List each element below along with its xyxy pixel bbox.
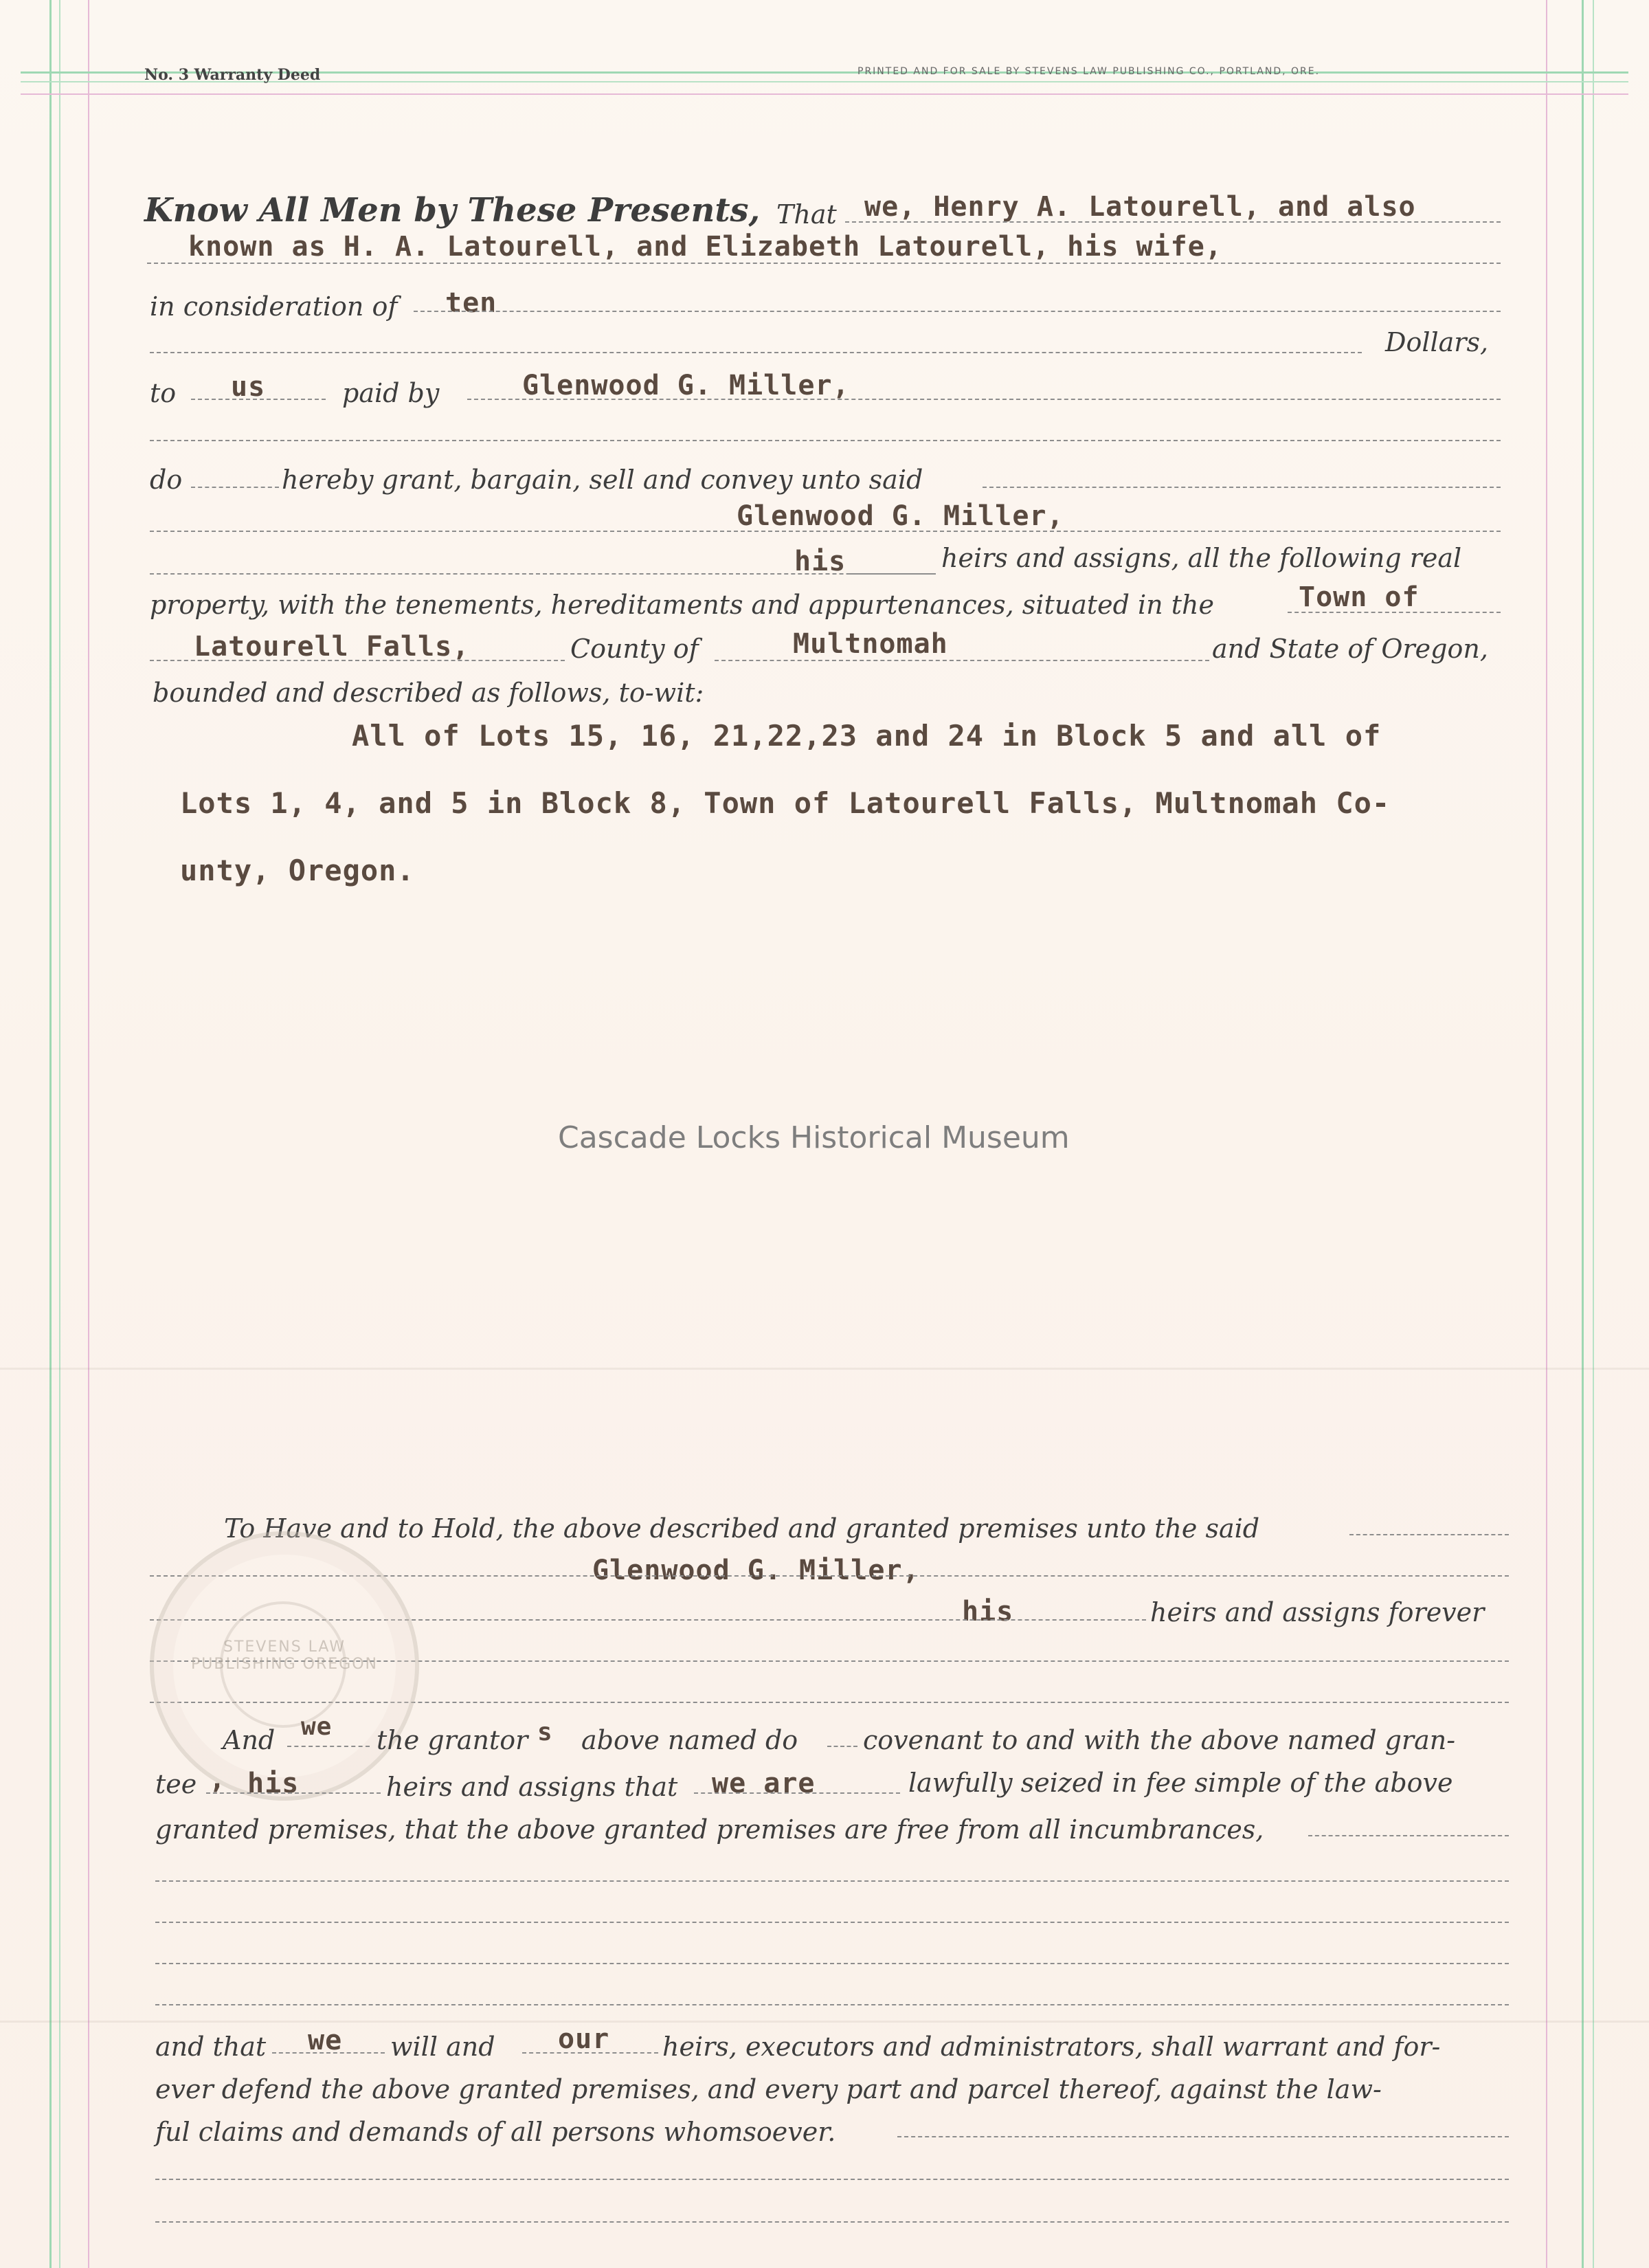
to-label: to bbox=[150, 378, 177, 408]
museum-watermark: Cascade Locks Historical Museum bbox=[558, 1120, 1070, 1155]
blank-line bbox=[522, 2052, 658, 2054]
consideration-value: ten bbox=[445, 287, 497, 319]
know-all-men-heading: Know All Men by These Presents, bbox=[144, 191, 761, 230]
warranty-line-2: ever defend the above granted premises, and every part and parcel thereof, against the law- bbox=[155, 2074, 1382, 2104]
warranty-heirs-text: heirs, executors and administrators, shall warrant and for- bbox=[662, 2032, 1441, 2062]
town-name-value: Latourell Falls, bbox=[194, 631, 470, 663]
blank-line bbox=[1288, 612, 1501, 613]
blank-line bbox=[150, 352, 1362, 353]
embossed-seal bbox=[150, 1531, 419, 1801]
property-text: property, with the tenements, hereditaments and appurtenances, situated in the bbox=[150, 590, 1214, 620]
covenant-lawfully-text: lawfully seized in fee simple of the above bbox=[908, 1768, 1453, 1798]
warranty-and-that: and that bbox=[155, 2032, 267, 2062]
do-label: do bbox=[150, 465, 183, 495]
warranty-we: we bbox=[308, 2025, 343, 2056]
habendum-text: To Have and to Hold, the above described and granted premises unto the said bbox=[224, 1513, 1260, 1544]
covenant-above-named: above named do bbox=[581, 1725, 798, 1755]
right-border-green-inner bbox=[1593, 0, 1594, 2268]
county-value: Multnomah bbox=[793, 628, 948, 660]
bounded-text: bounded and described as follows, to-wit: bbox=[153, 678, 704, 708]
blank-line bbox=[827, 1746, 857, 1747]
blank-line bbox=[715, 660, 1209, 661]
blank-line bbox=[849, 573, 936, 575]
left-border-pink bbox=[88, 0, 89, 2268]
form-name: No. 3 Warranty Deed bbox=[144, 66, 321, 84]
blank-line bbox=[845, 221, 1501, 223]
blank-line bbox=[694, 1792, 900, 1794]
blank-line bbox=[150, 440, 1501, 441]
warranty-our: our bbox=[558, 2023, 610, 2055]
left-border-green-inner bbox=[59, 0, 60, 2268]
blank-line bbox=[155, 1922, 1509, 1923]
habendum-his: his bbox=[962, 1596, 1014, 1627]
blank-line bbox=[272, 2052, 385, 2054]
town-value: Town of bbox=[1299, 581, 1420, 613]
right-border-pink bbox=[1546, 0, 1547, 2268]
blank-line bbox=[206, 1792, 381, 1794]
blank-line bbox=[155, 1880, 1509, 1882]
blank-line bbox=[155, 1963, 1509, 1964]
consideration-label: in consideration of bbox=[150, 291, 398, 322]
blank-line bbox=[191, 399, 326, 400]
description-line-3: unty, Oregon. bbox=[180, 854, 415, 887]
covenant-his: his bbox=[247, 1768, 300, 1799]
grantors-line-2: known as H. A. Latourell, and Elizabeth Latourell, his wife, bbox=[188, 231, 1222, 263]
blank-line bbox=[897, 2136, 1509, 2137]
to-value: us bbox=[231, 371, 266, 403]
covenant-we-are: we are bbox=[712, 1768, 816, 1799]
grantors-line-1: we, Henry A. Latourell, and also bbox=[864, 191, 1416, 223]
state-text: and State of Oregon, bbox=[1212, 634, 1488, 664]
blank-line bbox=[155, 2221, 1509, 2223]
top-border-pink bbox=[21, 93, 1628, 95]
blank-line bbox=[155, 2179, 1509, 2180]
description-line-2: Lots 1, 4, and 5 in Block 8, Town of Latourell Falls, Multnomah Co- bbox=[180, 786, 1391, 820]
blank-line bbox=[287, 1746, 370, 1747]
covenant-comma: , bbox=[209, 1764, 227, 1795]
right-border-green bbox=[1582, 0, 1584, 2268]
habendum-heirs-text: heirs and assigns forever bbox=[1150, 1597, 1485, 1627]
covenant-tee: tee bbox=[155, 1769, 197, 1799]
printer-credit: PRINTED AND FOR SALE BY STEVENS LAW PUBLISHING CO., PORTLAND, ORE. bbox=[857, 66, 1321, 77]
county-label: County of bbox=[570, 634, 699, 664]
warranty-line-3: ful claims and demands of all persons whomsoever. bbox=[155, 2117, 836, 2147]
blank-line bbox=[150, 531, 1501, 532]
blank-line bbox=[467, 399, 1501, 400]
paid-by-label: paid by bbox=[342, 378, 440, 408]
covenant-s: s bbox=[537, 1718, 553, 1746]
that-label: That bbox=[776, 199, 837, 230]
covenant-granted-text: granted premises, that the above granted premises are free from all incumbrances, bbox=[155, 1814, 1264, 1845]
warranty-will-and: will and bbox=[390, 2032, 495, 2062]
covenant-text: covenant to and with the above named gran- bbox=[863, 1725, 1456, 1755]
description-line-1: All of Lots 15, 16, 21,22,23 and 24 in Block 5 and all of bbox=[352, 719, 1382, 753]
blank-line bbox=[191, 487, 279, 488]
blank-line bbox=[150, 660, 565, 661]
covenant-heirs-text: heirs and assigns that bbox=[386, 1772, 678, 1802]
blank-line bbox=[147, 263, 1501, 264]
dollars-label: Dollars, bbox=[1385, 327, 1489, 357]
covenant-we: we bbox=[301, 1713, 333, 1741]
covenant-grantor-text: the grantor bbox=[377, 1725, 528, 1755]
blank-line bbox=[155, 2004, 1509, 2005]
grant-text: hereby grant, bargain, sell and convey unto said bbox=[282, 465, 923, 495]
fold-crease bbox=[0, 1368, 1649, 1370]
blank-line bbox=[1308, 1835, 1509, 1836]
blank-line bbox=[414, 311, 1501, 312]
blank-line bbox=[1349, 1534, 1509, 1535]
paid-by-value: Glenwood G. Miller, bbox=[522, 370, 850, 401]
left-border-green bbox=[49, 0, 52, 2268]
habendum-grantee: Glenwood G. Miller, bbox=[592, 1555, 920, 1586]
his-value: his bbox=[794, 546, 846, 577]
covenant-and: And bbox=[223, 1725, 276, 1755]
fold-crease bbox=[0, 2021, 1649, 2023]
grantee-name: Glenwood G. Miller, bbox=[737, 500, 1064, 532]
blank-line bbox=[983, 487, 1501, 488]
seal-text: STEVENS LAW PUBLISHING OREGON bbox=[190, 1638, 379, 1673]
heirs-text: heirs and assigns, all the following real bbox=[941, 543, 1462, 573]
